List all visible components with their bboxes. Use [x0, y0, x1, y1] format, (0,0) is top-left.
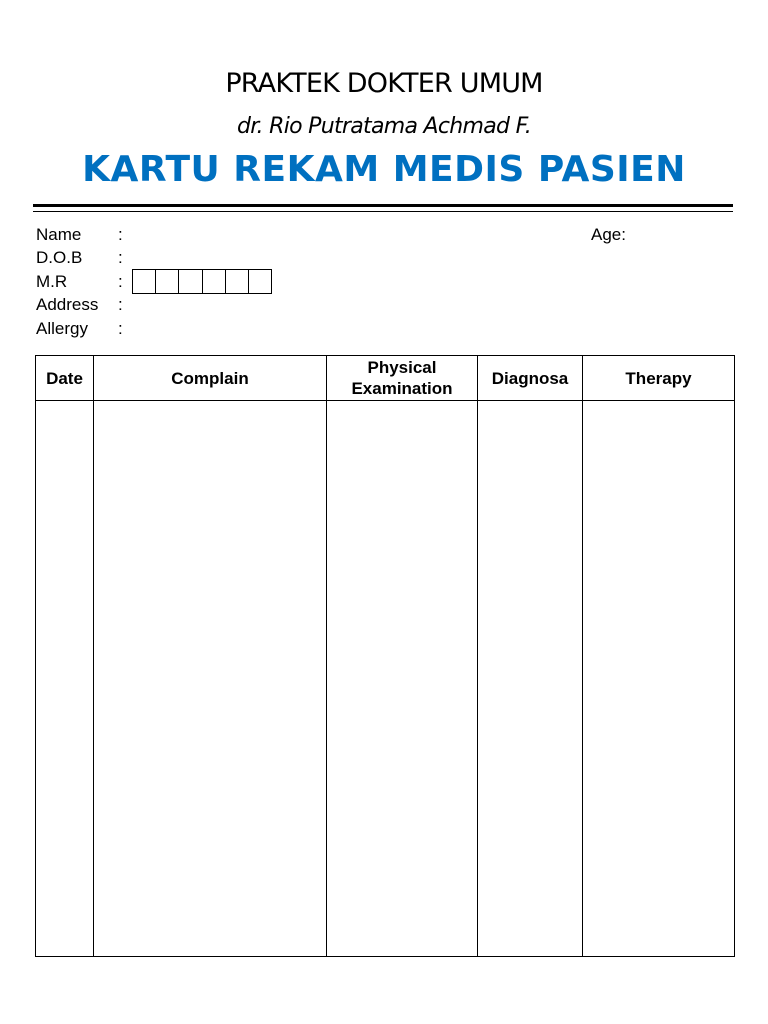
name-field-colon: : [118, 225, 123, 244]
therapy-cell[interactable] [583, 401, 735, 957]
mr-digit-box[interactable] [155, 270, 178, 293]
mr-digit-box[interactable] [248, 270, 271, 293]
column-header-therapy: Therapy [583, 356, 735, 401]
mr-field-colon: : [118, 272, 123, 291]
mr-number-boxes[interactable] [132, 269, 272, 294]
diagnosa-cell[interactable] [478, 401, 583, 957]
mr-digit-box[interactable] [202, 270, 225, 293]
header-divider-thick [33, 204, 733, 207]
table-row [36, 401, 735, 957]
column-header-diagnosa: Diagnosa [478, 356, 583, 401]
column-header-date: Date [36, 356, 94, 401]
complain-cell[interactable] [94, 401, 327, 957]
mr-digit-box[interactable] [178, 270, 201, 293]
allergy-field-label: Allergy [36, 319, 88, 338]
name-field-label: Name [36, 225, 82, 244]
date-cell[interactable] [36, 401, 94, 957]
header-divider-thin [33, 211, 733, 212]
dob-field-colon: : [118, 248, 123, 267]
age-field-label: Age: [591, 225, 626, 244]
column-header-complain: Complain [94, 356, 327, 401]
table-header-row [36, 356, 735, 401]
mr-digit-box[interactable] [133, 270, 155, 293]
column-header-physical-examination: Physical Examination [327, 356, 478, 401]
medical-records-table [35, 355, 735, 957]
dob-field-label: D.O.B [36, 248, 83, 267]
doctor-name: dr. Rio Putratama Achmad F. [236, 114, 532, 139]
address-field-label: Address [36, 295, 99, 314]
clinic-name: PRAKTEK DOKTER UMUM [225, 68, 543, 99]
allergy-field-colon: : [118, 319, 123, 338]
address-field-colon: : [118, 295, 123, 314]
card-title: KARTU REKAM MEDIS PASIEN [82, 149, 686, 190]
physical-examination-cell[interactable] [327, 401, 478, 957]
mr-field-label: M.R [36, 272, 68, 291]
mr-digit-box[interactable] [225, 270, 248, 293]
